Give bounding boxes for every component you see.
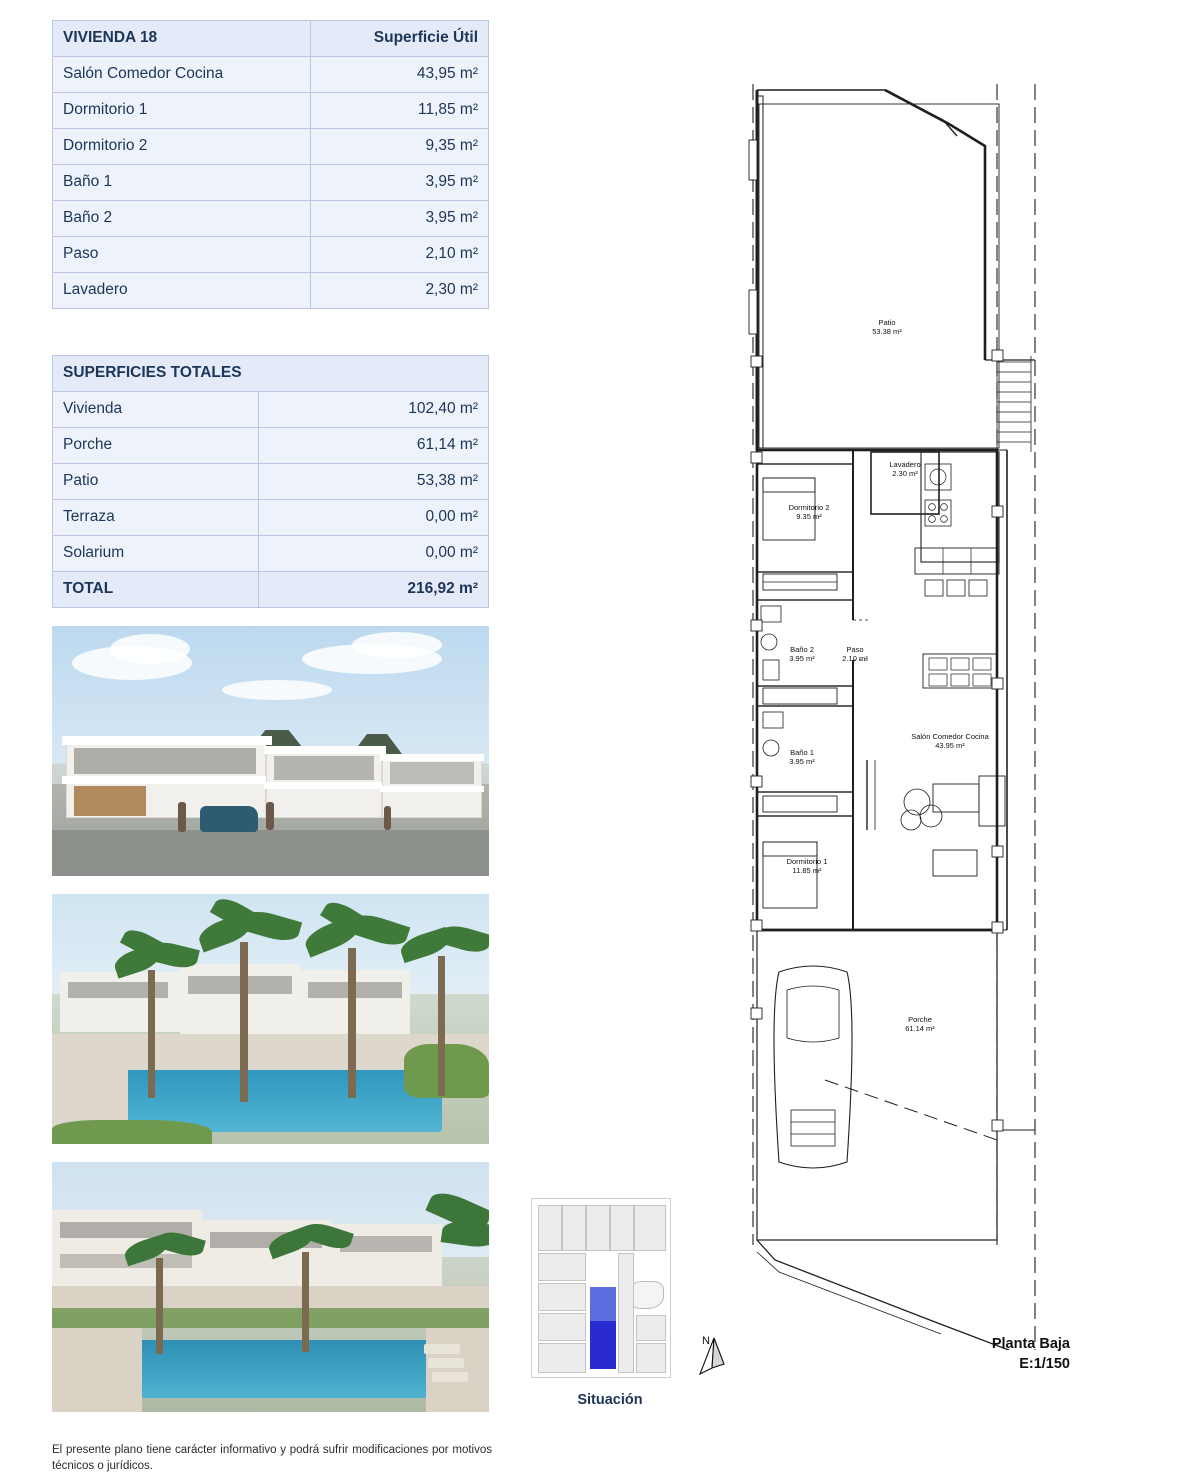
row-value: 53,38 m² — [259, 464, 489, 500]
plan-label-bano2-area: 3.95 m² — [789, 654, 815, 664]
row-value: 9,35 m² — [310, 129, 488, 165]
plan-label-paso — [827, 645, 883, 664]
plan-label-patio-area: 53.38 m² — [872, 327, 902, 337]
row-value: 61,14 m² — [259, 428, 489, 464]
row-value: 43,95 m² — [310, 57, 488, 93]
row-label: Vivienda — [53, 392, 259, 428]
table-gap — [52, 309, 492, 355]
totals-header-row — [53, 356, 489, 392]
row-label: Porche — [53, 428, 259, 464]
table-row — [53, 392, 489, 428]
table-row — [53, 428, 489, 464]
row-label: Dormitorio 1 — [53, 93, 311, 129]
render-image-pool-palms — [52, 894, 489, 1144]
situacion-block — [525, 1198, 695, 1408]
render-image-pool-evening — [52, 1162, 489, 1412]
row-label: Baño 1 — [53, 165, 311, 201]
row-value: 0,00 m² — [259, 536, 489, 572]
plan-label-dormitorio2-area: 9.35 m² — [796, 512, 822, 522]
row-value: 2,30 m² — [310, 273, 488, 309]
situacion-map — [531, 1198, 671, 1378]
plan-label-salon-name: Salón Comedor Cocina — [911, 732, 989, 741]
plan-caption-line1: Planta Baja — [991, 1336, 1070, 1352]
row-value: 102,40 m² — [259, 392, 489, 428]
plan-label-lavadero-name: Lavadero — [889, 460, 921, 469]
plan-label-salon-area: 43.95 m² — [935, 741, 965, 751]
unit-area-table — [52, 20, 489, 309]
totals-title: SUPERFICIES TOTALES — [53, 356, 489, 392]
plan-caption — [900, 1335, 1070, 1374]
row-label: Lavadero — [53, 273, 311, 309]
situacion-highlight-unit — [590, 1321, 616, 1369]
plan-caption-line2: E:1/150 — [1019, 1355, 1070, 1372]
floor-plan — [735, 60, 1055, 1350]
totals-area-table — [52, 355, 489, 608]
row-label: Baño 2 — [53, 201, 311, 237]
plan-label-porche-name: Porche — [908, 1015, 932, 1024]
row-value: 2,10 m² — [310, 237, 488, 273]
svg-text:N: N — [702, 1335, 710, 1347]
situacion-highlight-secondary — [590, 1287, 616, 1321]
table-row — [53, 500, 489, 536]
row-value: 11,85 m² — [310, 93, 488, 129]
plan-label-porche-area: 61.14 m² — [905, 1024, 935, 1034]
plan-label-salon — [885, 732, 1015, 751]
table-row — [53, 536, 489, 572]
table-row — [53, 57, 489, 93]
left-column — [52, 20, 492, 1412]
unit-column-header: Superficie Útil — [310, 21, 488, 57]
row-label: Patio — [53, 464, 259, 500]
plan-label-lavadero-area: 2.30 m² — [892, 469, 918, 479]
floor-plan-drawing — [735, 60, 1055, 1350]
table-row — [53, 464, 489, 500]
table-row — [53, 129, 489, 165]
row-label: Dormitorio 2 — [53, 129, 311, 165]
plan-label-dormitorio1 — [759, 857, 855, 876]
plan-label-paso-name: Paso — [846, 645, 864, 654]
row-value: 0,00 m² — [259, 500, 489, 536]
table-row — [53, 93, 489, 129]
disclaimer-text: El presente plano tiene carácter informativo y podrá sufrir modificaciones por motivos técnicos o jurídicos. — [52, 1444, 492, 1472]
table-row — [53, 165, 489, 201]
plan-label-dormitorio1-name: Dormitorio 1 — [786, 857, 828, 866]
plan-label-dormitorio2-name: Dormitorio 2 — [788, 503, 830, 512]
plan-label-dormitorio1-area: 11.85 m² — [792, 866, 822, 876]
row-value: 3,95 m² — [310, 165, 488, 201]
plan-label-bano2-name: Baño 2 — [790, 645, 814, 654]
plan-label-bano1 — [767, 748, 837, 767]
situacion-caption: Situación — [577, 1392, 643, 1408]
plan-label-dormitorio2 — [761, 503, 857, 522]
plan-label-bano1-name: Baño 1 — [790, 748, 814, 757]
plan-label-bano1-area: 3.95 m² — [789, 757, 815, 767]
row-label: Salón Comedor Cocina — [53, 57, 311, 93]
render-image-exterior — [52, 626, 489, 876]
north-arrow-icon — [690, 1330, 736, 1392]
row-value: 3,95 m² — [310, 201, 488, 237]
plan-label-porche — [875, 1015, 965, 1034]
table-row — [53, 237, 489, 273]
row-label: Terraza — [53, 500, 259, 536]
plan-label-patio-name: Patio — [878, 318, 896, 327]
table-total-row — [53, 572, 489, 608]
total-label: TOTAL — [53, 572, 259, 608]
plan-label-paso-area: 2.10 m² — [842, 654, 868, 664]
plan-label-lavadero — [865, 460, 945, 479]
plan-label-patio — [847, 318, 927, 337]
row-label: Solarium — [53, 536, 259, 572]
row-label: Paso — [53, 237, 311, 273]
table-row — [53, 201, 489, 237]
unit-title: VIVIENDA 18 — [53, 21, 311, 57]
table-row — [53, 273, 489, 309]
total-value: 216,92 m² — [259, 572, 489, 608]
table-header-row — [53, 21, 489, 57]
